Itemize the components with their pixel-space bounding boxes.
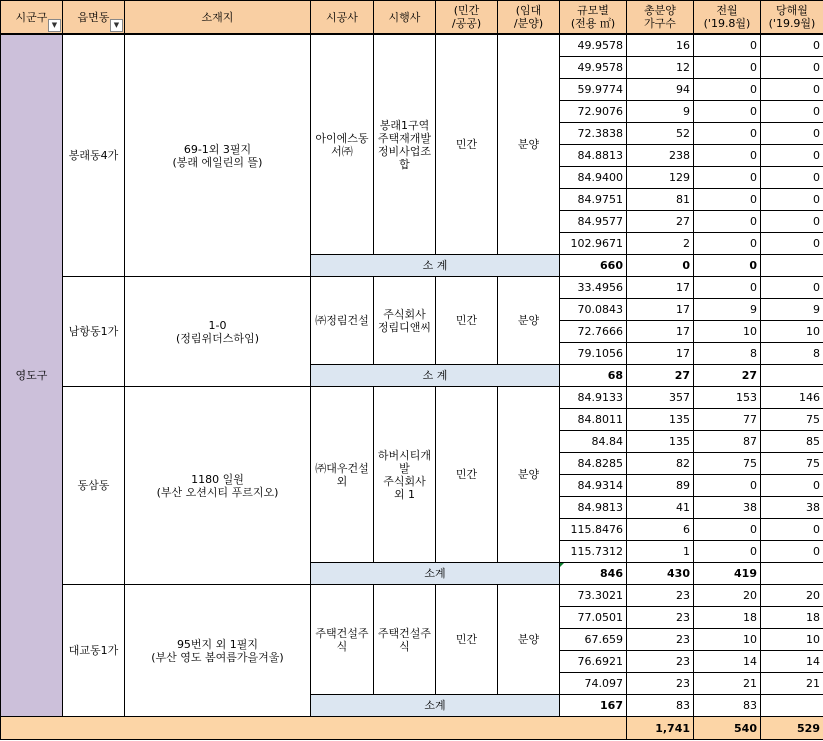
subtotal-this-month: 83 [694, 695, 761, 717]
size-cell: 72.7666 [560, 321, 627, 343]
units-cell: 9 [627, 101, 694, 123]
units-cell: 82 [627, 453, 694, 475]
prev-month-cell: 18 [694, 607, 761, 629]
header-sigungu [1, 1, 63, 35]
grand-total-prev-month: 540 [694, 717, 761, 740]
builder-cell: ㈜정림건설 [311, 277, 374, 365]
units-cell: 41 [627, 497, 694, 519]
subtotal-this-month: 27 [694, 365, 761, 387]
this-month-cell: 18 [761, 607, 823, 629]
subtotal-units: 68 [560, 365, 627, 387]
this-month-cell: 0 [761, 541, 823, 563]
header-prev-month: 전월 ('19.8월) [694, 1, 761, 35]
size-cell: 115.7312 [560, 541, 627, 563]
size-cell: 72.9076 [560, 101, 627, 123]
this-month-cell: 75 [761, 409, 823, 431]
units-cell: 129 [627, 167, 694, 189]
grand-total-units: 1,741 [627, 717, 694, 740]
lease-sale-cell: 분양 [498, 585, 560, 695]
units-cell: 1 [627, 541, 694, 563]
lease-sale-cell: 분양 [498, 34, 560, 255]
subtotal-label: 소 계 [311, 255, 560, 277]
subtotal-units: 660 [560, 255, 627, 277]
this-month-cell: 75 [761, 453, 823, 475]
grand-total-filler [1, 717, 627, 740]
header-builder: 시공사 [311, 1, 374, 35]
size-cell: 72.3838 [560, 123, 627, 145]
subtotal-label: 소 계 [311, 365, 560, 387]
units-cell: 17 [627, 321, 694, 343]
size-cell: 84.9400 [560, 167, 627, 189]
units-cell: 6 [627, 519, 694, 541]
this-month-cell: 146 [761, 387, 823, 409]
units-cell: 12 [627, 57, 694, 79]
this-month-cell: 0 [761, 167, 823, 189]
address-cell: 1-0 (정림위더스하임) [125, 277, 311, 387]
dong-cell: 봉래동4가 [63, 34, 125, 277]
subtotal-this-month: 0 [694, 255, 761, 277]
this-month-cell: 0 [761, 277, 823, 299]
this-month-cell: 8 [761, 343, 823, 365]
this-month-cell: 0 [761, 101, 823, 123]
size-cell: 76.6921 [560, 651, 627, 673]
header-lease-sale: (임대 /분양) [498, 1, 560, 35]
this-month-cell: 0 [761, 123, 823, 145]
prev-month-cell: 0 [694, 475, 761, 497]
header-eupmyeondong [63, 1, 125, 35]
private-public-cell: 민간 [436, 387, 498, 563]
filter-dropdown-icon[interactable]: ▼ [48, 19, 61, 32]
size-cell: 70.0843 [560, 299, 627, 321]
prev-month-cell: 10 [694, 629, 761, 651]
address-cell: 95번지 외 1필지 (부산 영도 봄여름가을겨울) [125, 585, 311, 717]
units-cell: 16 [627, 34, 694, 57]
subtotal-units: 167 [560, 695, 627, 717]
developer-cell: 하버시티개 발 주식회사 외 1 [374, 387, 436, 563]
prev-month-cell: 0 [694, 211, 761, 233]
size-cell: 84.9751 [560, 189, 627, 211]
header-eupmyeondong-label: 읍면동 [77, 10, 110, 24]
private-public-cell: 민간 [436, 34, 498, 255]
size-cell: 49.9578 [560, 34, 627, 57]
builder-cell: 주택건설주식 [311, 585, 374, 695]
size-cell: 59.9774 [560, 79, 627, 101]
this-month-cell: 0 [761, 519, 823, 541]
size-cell: 102.9671 [560, 233, 627, 255]
this-month-cell: 9 [761, 299, 823, 321]
dong-cell: 동삼동 [63, 387, 125, 585]
units-cell: 17 [627, 277, 694, 299]
units-cell: 238 [627, 145, 694, 167]
address-cell: 69-1외 3필지 (봉래 에일린의 뜰) [125, 34, 311, 277]
this-month-cell: 38 [761, 497, 823, 519]
this-month-cell: 0 [761, 34, 823, 57]
developer-cell: 주식회사 정림디앤씨 [374, 277, 436, 365]
prev-month-cell: 8 [694, 343, 761, 365]
size-cell: 77.0501 [560, 607, 627, 629]
header-this-month: 당해월 ('19.9월) [761, 1, 823, 35]
header-row [1, 1, 823, 35]
header-size: 규모별 (전용 ㎡) [560, 1, 627, 35]
this-month-cell: 85 [761, 431, 823, 453]
prev-month-cell: 0 [694, 233, 761, 255]
prev-month-cell: 0 [694, 277, 761, 299]
prev-month-cell: 0 [694, 167, 761, 189]
units-cell: 17 [627, 299, 694, 321]
header-total-units: 총분양 가구수 [627, 1, 694, 35]
prev-month-cell: 10 [694, 321, 761, 343]
size-cell: 84.8813 [560, 145, 627, 167]
prev-month-cell: 0 [694, 541, 761, 563]
units-cell: 2 [627, 233, 694, 255]
prev-month-cell: 14 [694, 651, 761, 673]
size-cell: 67.659 [560, 629, 627, 651]
size-cell: 49.9578 [560, 57, 627, 79]
prev-month-cell: 0 [694, 519, 761, 541]
size-cell: 79.1056 [560, 343, 627, 365]
units-cell: 135 [627, 409, 694, 431]
prev-month-cell: 21 [694, 673, 761, 695]
prev-month-cell: 0 [694, 101, 761, 123]
this-month-cell: 0 [761, 145, 823, 167]
this-month-cell: 0 [761, 211, 823, 233]
prev-month-cell: 0 [694, 123, 761, 145]
units-cell: 135 [627, 431, 694, 453]
table-row [1, 585, 823, 607]
subtotal-this-month: 419 [694, 563, 761, 585]
prev-month-cell: 87 [694, 431, 761, 453]
size-cell: 84.8011 [560, 409, 627, 431]
table-row [1, 277, 823, 299]
developer-cell: 주택건설주식 [374, 585, 436, 695]
size-cell: 84.9577 [560, 211, 627, 233]
size-cell: 84.8285 [560, 453, 627, 475]
builder-cell: ㈜대우건설외 [311, 387, 374, 563]
this-month-cell: 10 [761, 629, 823, 651]
prev-month-cell: 38 [694, 497, 761, 519]
subtotal-label: 소계 [311, 563, 560, 585]
prev-month-cell: 0 [694, 189, 761, 211]
this-month-cell: 0 [761, 79, 823, 101]
size-cell: 33.4956 [560, 277, 627, 299]
private-public-cell: 민간 [436, 277, 498, 365]
units-cell: 27 [627, 211, 694, 233]
prev-month-cell: 153 [694, 387, 761, 409]
size-cell: 84.84 [560, 431, 627, 453]
units-cell: 81 [627, 189, 694, 211]
grand-total-this-month: 529 [761, 717, 823, 740]
dong-cell: 대교동1가 [63, 585, 125, 717]
units-cell: 17 [627, 343, 694, 365]
this-month-cell: 0 [761, 189, 823, 211]
units-cell: 23 [627, 673, 694, 695]
size-cell: 74.097 [560, 673, 627, 695]
units-cell: 23 [627, 585, 694, 607]
this-month-cell: 0 [761, 233, 823, 255]
builder-cell: 아이에스동서㈜ [311, 34, 374, 255]
private-public-cell: 민간 [436, 585, 498, 695]
this-month-cell: 0 [761, 475, 823, 497]
units-cell: 94 [627, 79, 694, 101]
units-cell: 357 [627, 387, 694, 409]
units-cell: 89 [627, 475, 694, 497]
units-cell: 23 [627, 629, 694, 651]
size-cell: 84.9133 [560, 387, 627, 409]
address-cell: 1180 일원 (부산 오션시티 푸르지오) [125, 387, 311, 585]
lease-sale-cell: 분양 [498, 387, 560, 563]
lease-sale-cell: 분양 [498, 277, 560, 365]
prev-month-cell: 9 [694, 299, 761, 321]
this-month-cell: 14 [761, 651, 823, 673]
dong-cell: 남항동1가 [63, 277, 125, 387]
subtotal-prev-month: 27 [627, 365, 694, 387]
this-month-cell: 20 [761, 585, 823, 607]
header-sigungu-label: 시군구 [15, 10, 48, 24]
size-cell: 84.9813 [560, 497, 627, 519]
prev-month-cell: 0 [694, 57, 761, 79]
units-cell: 52 [627, 123, 694, 145]
prev-month-cell: 77 [694, 409, 761, 431]
units-cell: 23 [627, 651, 694, 673]
this-month-cell: 21 [761, 673, 823, 695]
table-row [1, 34, 823, 57]
prev-month-cell: 20 [694, 585, 761, 607]
size-cell: 115.8476 [560, 519, 627, 541]
table-row [1, 387, 823, 409]
region-cell: 영도구 [1, 34, 63, 717]
grand-total-row [1, 717, 823, 740]
subtotal-prev-month: 430 [627, 563, 694, 585]
header-developer: 시행사 [374, 1, 436, 35]
size-cell: 84.9314 [560, 475, 627, 497]
subtotal-prev-month: 83 [627, 695, 694, 717]
prev-month-cell: 0 [694, 34, 761, 57]
this-month-cell: 10 [761, 321, 823, 343]
prev-month-cell: 75 [694, 453, 761, 475]
table-body [1, 1, 823, 740]
this-month-cell: 0 [761, 57, 823, 79]
prev-month-cell: 0 [694, 79, 761, 101]
filter-dropdown-icon[interactable]: ▼ [110, 19, 123, 32]
subtotal-units: 846 [560, 563, 627, 585]
size-cell: 73.3021 [560, 585, 627, 607]
header-private-public: (민간 /공공) [436, 1, 498, 35]
prev-month-cell: 0 [694, 145, 761, 167]
developer-cell: 봉래1구역 주택재개발 정비사업조 합 [374, 34, 436, 255]
units-cell: 23 [627, 607, 694, 629]
subtotal-label: 소계 [311, 695, 560, 717]
subtotal-prev-month: 0 [627, 255, 694, 277]
header-address: 소재지 [125, 1, 311, 35]
